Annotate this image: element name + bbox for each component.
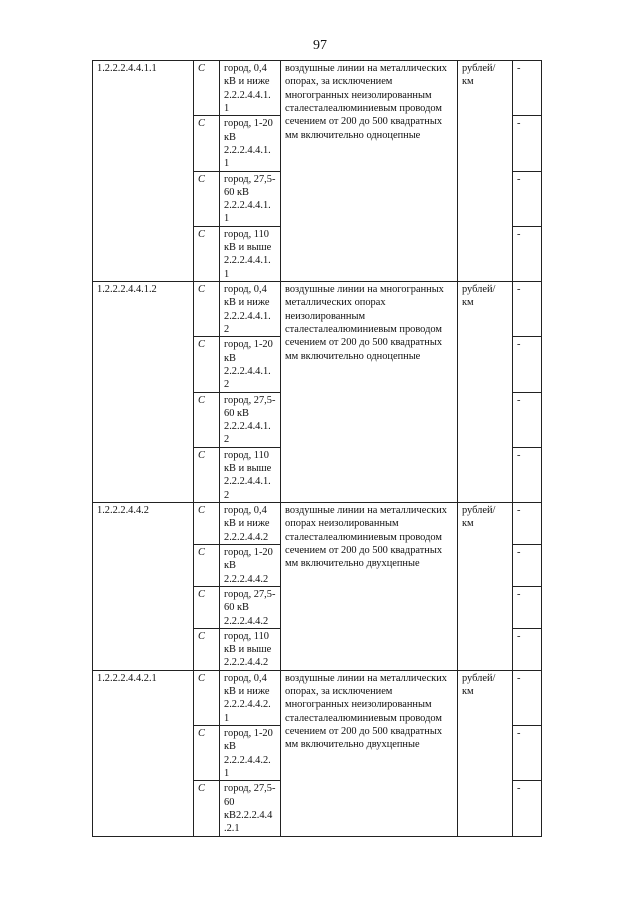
- page-number: 97: [313, 38, 327, 53]
- category-cell: город, 110 кВ и выше 2.2.2.4.4.1. 2: [220, 447, 281, 502]
- category-cell: город, 1-20 кВ 2.2.2.4.4.1. 1: [220, 116, 281, 171]
- category-cell: город, 0,4 кВ и ниже 2.2.2.4.4.2: [220, 503, 281, 545]
- description-cell: воздушные линии на металлических опорах неизолированным сталесталеалюминиевым проводом сечением от 200 до 500 квадратных мм включительно двухцепные: [281, 503, 458, 671]
- category-flag: С: [194, 586, 220, 628]
- category-cell: город, 27,5-60 кВ 2.2.2.4.4.1. 1: [220, 171, 281, 226]
- category-flag: С: [194, 726, 220, 781]
- table-row: [93, 282, 542, 337]
- value-cell: -: [513, 726, 542, 781]
- unit-cell: рублей/ км: [458, 282, 513, 503]
- unit-cell: рублей/ км: [458, 61, 513, 282]
- value-cell: -: [513, 226, 542, 281]
- category-cell: город, 27,5-60 кВ 2.2.2.4.4.2: [220, 586, 281, 628]
- category-cell: город, 1-20 кВ 2.2.2.4.4.2: [220, 544, 281, 586]
- value-cell: -: [513, 544, 542, 586]
- description-cell: воздушные линии на металлических опорах, за исключением многогранных неизолированным сталесталеалюминиевым проводом сечением от 200 до 500 квадратных мм включительно двухцепные: [281, 670, 458, 836]
- category-cell: город, 0,4 кВ и ниже 2.2.2.4.4.2. 1: [220, 670, 281, 725]
- category-cell: город, 110 кВ и выше 2.2.2.4.4.1. 1: [220, 226, 281, 281]
- category-cell: город, 1-20 кВ 2.2.2.4.4.2. 1: [220, 726, 281, 781]
- value-cell: -: [513, 337, 542, 392]
- row-code: 1.2.2.2.4.4.2.1: [93, 670, 194, 836]
- category-cell: город, 1-20 кВ 2.2.2.4.4.1. 2: [220, 337, 281, 392]
- category-flag: С: [194, 781, 220, 836]
- value-cell: -: [513, 61, 542, 116]
- tariff-table: [92, 60, 542, 837]
- category-flag: С: [194, 447, 220, 502]
- value-cell: -: [513, 116, 542, 171]
- value-cell: -: [513, 628, 542, 670]
- category-flag: С: [194, 670, 220, 725]
- value-cell: -: [513, 282, 542, 337]
- category-flag: С: [194, 544, 220, 586]
- category-flag: С: [194, 61, 220, 116]
- value-cell: -: [513, 447, 542, 502]
- row-code: 1.2.2.2.4.4.1.2: [93, 282, 194, 503]
- row-code: 1.2.2.2.4.4.2: [93, 503, 194, 671]
- value-cell: -: [513, 171, 542, 226]
- unit-cell: рублей/ км: [458, 503, 513, 671]
- category-flag: С: [194, 503, 220, 545]
- category-flag: С: [194, 337, 220, 392]
- category-flag: С: [194, 116, 220, 171]
- description-cell: воздушные линии на металлических опорах, за исключением многогранных неизолированным сталесталеалюминиевым проводом сечением от 200 до 500 квадратных мм включительно одноцепные: [281, 61, 458, 282]
- table-row: [93, 503, 542, 545]
- value-cell: -: [513, 586, 542, 628]
- category-flag: С: [194, 226, 220, 281]
- category-cell: город, 27,5-60 кВ2.2.2.4.4 .2.1: [220, 781, 281, 836]
- row-code: 1.2.2.2.4.4.1.1: [93, 61, 194, 282]
- category-cell: город, 27,5-60 кВ 2.2.2.4.4.1. 2: [220, 392, 281, 447]
- category-cell: город, 0,4 кВ и ниже 2.2.2.4.4.1. 2: [220, 282, 281, 337]
- category-flag: С: [194, 171, 220, 226]
- category-flag: С: [194, 628, 220, 670]
- category-flag: С: [194, 282, 220, 337]
- value-cell: -: [513, 781, 542, 836]
- description-cell: воздушные линии на многогранных металлических опорах неизолированным сталесталеалюминиевым проводом сечением от 200 до 500 квадратных мм включительно одноцепные: [281, 282, 458, 503]
- category-flag: С: [194, 392, 220, 447]
- category-cell: город, 110 кВ и выше 2.2.2.4.4.2: [220, 628, 281, 670]
- value-cell: -: [513, 503, 542, 545]
- table-row: [93, 61, 542, 116]
- value-cell: -: [513, 392, 542, 447]
- category-cell: город, 0,4 кВ и ниже 2.2.2.4.4.1. 1: [220, 61, 281, 116]
- table-row: [93, 670, 542, 725]
- value-cell: -: [513, 670, 542, 725]
- unit-cell: рублей/ км: [458, 670, 513, 836]
